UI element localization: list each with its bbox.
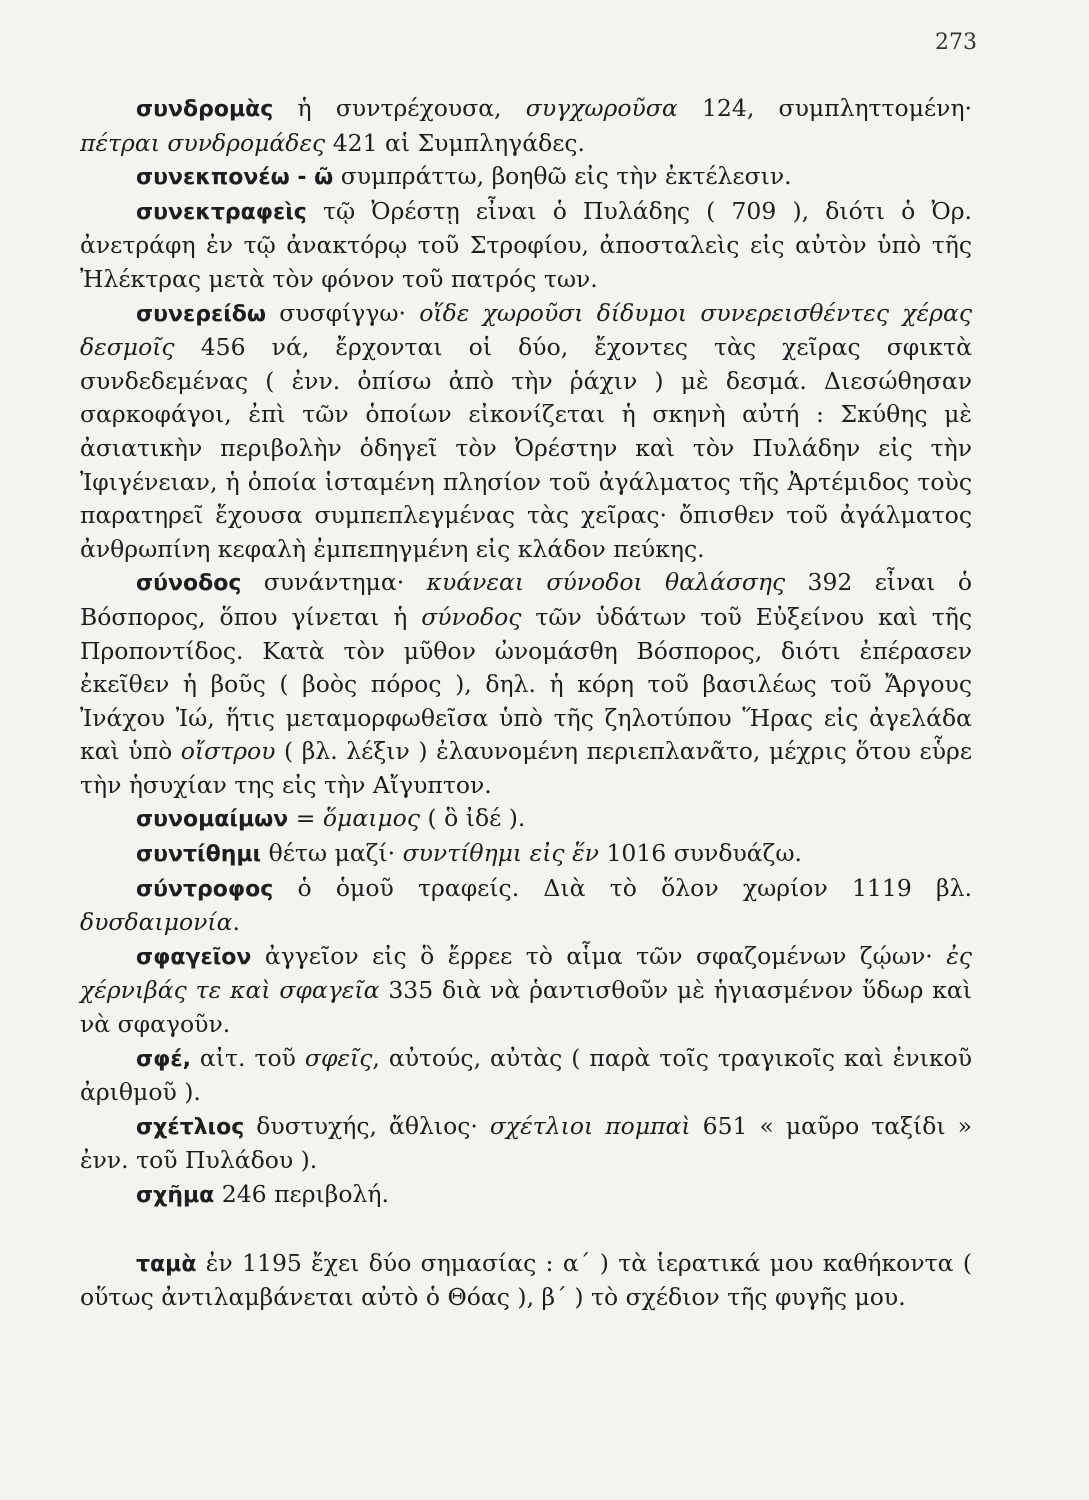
glossary-entry [80, 1110, 972, 1178]
entry-quotation: συγχωροῦσα [525, 94, 678, 122]
glossary-entry [80, 940, 972, 1042]
entry-definition-text: 1016 συνδυάζω. [598, 839, 803, 868]
entry-definition-text: ἐν 1195 ἔχει δύο σημασίας : α΄ ) τὰ ἱερατικά μου καθήκοντα ( οὕτως ἀντιλαμβάνεται αὐτὸ ὁ Θόας ), β΄ ) τὸ σχέδιον τῆς φυγῆς μου. [80, 1248, 972, 1312]
entry-definition-text: ( ὃ ἰδέ ). [420, 804, 526, 833]
entry-definition-text: αἰτ. τοῦ [190, 1043, 305, 1072]
glossary-entry [80, 1247, 972, 1315]
entry-headword: σύντροφος [136, 876, 274, 902]
entry-quotation: κυάνεαι σύνοδοι θαλάσσης [426, 568, 786, 597]
glossary-entry [80, 1178, 972, 1213]
glossary-entry [80, 837, 972, 872]
entry-quotation: οἴστρου [180, 737, 276, 766]
entry-definition-text: ἀγγεῖον εἰς ὃ ἔρρεε τὸ αἷμα τῶν σφαζομένων ζῴων· [251, 941, 947, 970]
page-number: 273 [935, 30, 977, 55]
entry-quotation: ὅμαιμος [322, 804, 420, 833]
entry-quotation: σύνοδος [421, 602, 522, 631]
glossary-entry [80, 566, 972, 802]
entry-quotation: οἵδε χωροῦσι δίδυμοι συνερεισθέντες χέρας δεσμοῖς [80, 298, 972, 362]
entry-headword: σχῆμα [136, 1183, 215, 1208]
entry-headword: συνδρομὰς [136, 97, 274, 122]
glossary-text [80, 92, 972, 1315]
entry-headword: σφαγεῖον [136, 944, 252, 970]
entry-definition-text: = [288, 804, 323, 833]
entry-headword: συντίθημι [136, 842, 262, 868]
entry-headword: σχέτλιος [136, 1114, 245, 1140]
entry-definition-text: 335 διὰ νὰ ῥαντισθοῦν μὲ ἡγιασμένον ὕδωρ καὶ νὰ σφαγοῦν. [80, 976, 972, 1039]
entry-definition-text: θέτω μαζί· [261, 839, 403, 868]
entry-definition-text: . [232, 908, 240, 937]
entry-definition-text: τῶν ὑδάτων τοῦ Εὐξείνου καὶ τῆς Προποντίδος. Κατὰ τὸν μῦθον ὠνομάσθη Βόσπορος, διότι ἐπέρασεν ἐκεῖθεν ἡ βοῦς ( βοὸς πόρος ), δηλ. ἡ κόρη τοῦ βασιλέως τοῦ Ἄργους Ἰνάχου Ἰώ, ἥτις μεταμορφωθεῖσα ὑπὸ τῆς ζηλοτύπου Ἥρας εἰς ἀγελάδα καὶ ὑπὸ [80, 602, 972, 766]
entry-definition-text: , αὐτούς, αὐτὰς ( παρὰ τοῖς τραγικοῖς καὶ ἑνικοῦ ἀριθμοῦ ). [80, 1043, 972, 1107]
entry-definition-text: ὁ ὁμοῦ τραφείς. Διὰ τὸ ὅλον χωρίον 1119 βλ. [273, 873, 972, 902]
entry-headword: συνεκτραφεὶς [136, 199, 307, 225]
glossary-entry [80, 872, 972, 940]
entry-definition-text: συσφίγγω· [266, 298, 420, 327]
entry-definition-text: 124, συμπληττομένη· [677, 94, 972, 122]
entry-definition-text: ἡ συντρέχουσα, [273, 94, 526, 122]
entry-definition-text: 421 αἱ Συμπληγάδες. [325, 128, 586, 157]
entry-headword: συνερείδω [136, 301, 267, 327]
entry-headword: σφέ, [136, 1046, 191, 1072]
glossary-entry [80, 802, 972, 837]
entry-headword: σύνοδος [136, 571, 242, 597]
entry-quotation: σχέτλιοι πομπαὶ [489, 1111, 691, 1140]
entry-definition-text: 651 « μαῦρο ταξίδι » ἐνν. τοῦ Πυλάδου ). [80, 1111, 973, 1175]
glossary-entry [80, 297, 972, 567]
entry-quotation: ἐς χέρνιβάς τε καὶ σφαγεῖα [80, 941, 972, 1005]
entry-quotation: δυσδαιμονία [80, 908, 233, 937]
glossary-entry [80, 92, 972, 160]
entry-headword: συνομαίμων [136, 807, 289, 833]
entry-definition-text: τῷ Ὀρέστῃ εἶναι ὁ Πυλάδης ( 709 ), διότι ὁ Ὀρ. ἀνετράφη ἐν τῷ ἀνακτόρῳ τοῦ Στροφίου, ἀποσταλεὶς εἰς αὐτὸν ὑπὸ τῆς Ἠλέκτρας μετὰ τὸν φόνον τοῦ πατρός των. [80, 196, 972, 293]
glossary-entry [80, 1042, 972, 1110]
entry-definition-text: ( βλ. λέξιν ) ἐλαυνομένη περιεπλανᾶτο, μέχρις ὅτου εὗρε τὴν ἡσυχίαν της εἰς τὴν Αἴγυπτον. [80, 737, 973, 799]
entry-definition-text: 392 εἶναι ὁ Βόσπορος, ὅπου γίνεται ἡ [80, 568, 972, 631]
entry-quotation: πέτραι συνδρομάδες [80, 128, 326, 157]
entry-definition-text: 456 νά, ἔρχονται οἱ δύο, ἔχοντες τὰς χεῖρας σφικτὰ συνδεδεμένας ( ἐνν. ὀπίσω ἀπὸ τὴν ῥάχιν ) μὲ δεσμά. Διεσώθησαν σαρκοφάγοι, ἐπὶ τῶν ὁποίων εἰκονίζεται ἡ σκηνὴ αὐτή : Σκύθης μὲ ἀσιατικὴν περιβολὴν ὁδηγεῖ τὸν Ὀρέστην καὶ τὸν Πυλάδην εἰς τὴν Ἰφιγένειαν, ἡ ὁποία ἱσταμένη πλησίον τοῦ ἀγάλματος τῆς Ἀρτέμιδος τοὺς παρατηρεῖ ἔχουσα συμπεπλεγμένας τὰς χεῖρας· ὄπισθεν τοῦ ἀγάλματος ἀνθρωπίνη κεφαλὴ ἐμπεπηγμένη εἰς κλάδον πεύκης. [80, 333, 972, 563]
entry-quotation: σφεῖς [304, 1043, 373, 1072]
entry-definition-text: συμπράττω, βοηθῶ εἰς τὴν ἐκτέλεσιν. [333, 162, 792, 191]
entry-headword: συνεκπονέω - ῶ [136, 165, 334, 191]
entry-definition-text: συνάντημα· [241, 568, 427, 597]
glossary-entry [80, 160, 972, 195]
entry-definition-text: 246 περιβολή. [214, 1180, 389, 1208]
entry-definition-text: δυστυχής, ἄθλιος· [244, 1111, 490, 1140]
entry-headword: ταμὰ [136, 1251, 197, 1277]
glossary-entry [80, 195, 972, 297]
entry-quotation: συντίθημι εἰς ἕν [402, 839, 599, 868]
